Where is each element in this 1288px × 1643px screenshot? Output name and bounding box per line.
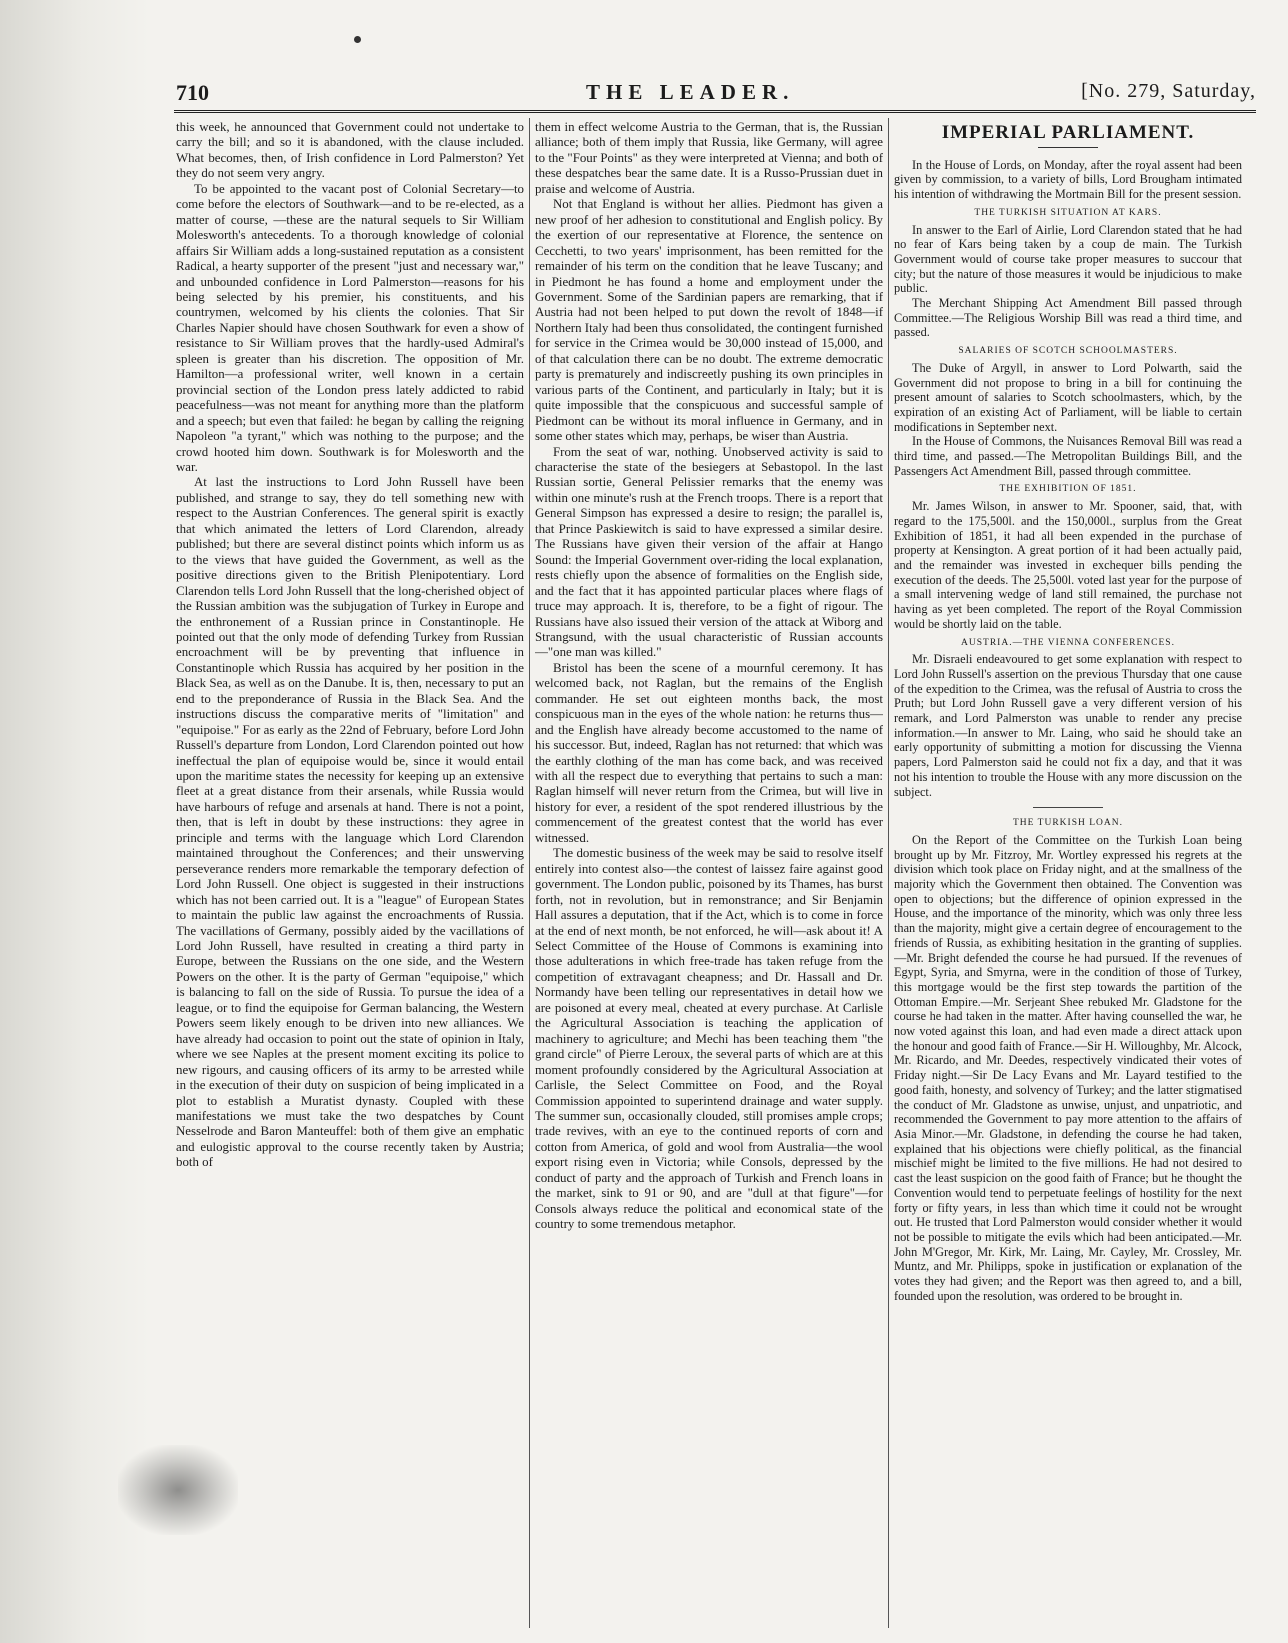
paragraph: At last the instructions to Lord John Russell have been published, and strange to say, they do tell something new with respect to the Austrian Conferences. The general spirit is exactly that which animated the letters of Lord Clarendon, already published; but there are several distinct points which inform us as to the views that have guided the Government, as well as the positive directions given to the British Plenipotentiary. Lord Clarendon tells Lord John Russell that the long-cherished object of the Russian ambition was the subjugation of Turkey in Europe and the enthronement of a Russian prince in Constantinople. He pointed out that the only mode of defending Turkey from Russian encroachment will be by preventing that influence in Constantinople which Russia has acquired by her position in the Black Sea, as well as on the Danube. It is, then, necessary to put an end to the preponderance of Russia in the Black Sea. And the instructions discuss the comparative merits of "limitation" and "equipoise." For as early as the 22nd of February, before Lord John Russell's departure from London, Lord Clarendon pointed out how ineffectual the plan of equipoise would be, since it would entail upon the maritime states the necessity for keeping up an extensive fleet at a great distance from their arsenals, while Russia would have harbours of refuge and arsenals at hand. There is not a point, then, that is left in doubt by these instructions: they agree in principle and terms with the language which Lord Clarendon maintained throughout the Conferences; and their unswerving perseverance renders more remarkable the temporary defection of Lord John Russell. One object is suggested in their instructions which has not been carried out. It is a "league" of European States to maintain the public law against the encroachments of Russia. The vacillations of Germany, possibly aided by the vacillations of Lord John Russell, have resulted in creating a third party in Europe, between the Russians on the one side, and the Western Powers on the other. It is the party of German "equipoise," which is balancing to fall on the side of Russia. To pursue the idea of a league, or to find the equipoise for German balancing, the Western Powers seem likely enough to be driven into new alliances. We have already had occasion to point out the state of opinion in Italy, where we see Naples at the present moment exciting its police to new rigours, and causing officers of its army to be arrested while in the execution of their duty on suspicion of being implicated in a plot to establish a Muratist dynasty. Coupled with these manifestations we must take the two despatches by Count Nesselrode and Baron Manteuffel: both of them give an emphatic and eulogistic approval to the course recently taken by Austria; both of	[176, 475, 524, 1170]
subheading: THE TURKISH SITUATION AT KARS.	[974, 207, 1162, 218]
paragraph: To be appointed to the vacant post of Colonial Secretary—to come before the electors of Southwark—and to be re-elected, as a matter of course, —these are the natural sequels to Sir William Molesworth's antecedents. To a thorough knowledge of colonial affairs Sir William adds a long-sustained reputation as a consistent Radical, a hearty supporter of the present "just and necessary war," and unbounded confidence in Lord Palmerston—reasons for his being selected by his premier, his constituents, and his countrymen, welcomed by his clients the colonies. That Sir Charles Napier should have chosen Southwark for even a show of resistance to Sir William proves that the hardly-used Admiral's spleen is greater than his discretion. The opposition of Mr. Hamilton—a professional writer, well known in a certain provincial section of the London press lately addicted to rabid peacefulness—was not meant for anything more than the platform and a speech; but even that failed: he began by calling the reigning Napoleon "a tyrant," which was nothing to the purpose; and the crowd hooted him down. Southwark is for Molesworth and the war.	[176, 181, 524, 474]
paragraph: Mr. Disraeli endeavoured to get some explanation with respect to Lord John Russell's assertion on the previous Thursday that one cause of the expedition to the Crimea, was the refusal of Austria to cross the Pruth; but Lord John Russell gave a very different version of his remark, and Lord Palmerston was unable to render any precise information.—In answer to Mr. Laing, who said he should take an early opportunity of submitting a motion for discussing the Vienna papers, Lord Palmerston said he could not fix a day, and that it was not his intention to trouble the House with any more discussion on the subject.	[894, 652, 1242, 799]
column-divider	[529, 118, 530, 1628]
subheading: AUSTRIA.—THE VIENNA CONFERENCES.	[961, 637, 1175, 648]
subheading: THE EXHIBITION OF 1851.	[999, 484, 1137, 495]
section-divider	[1033, 807, 1103, 808]
paragraph: In the House of Lords, on Monday, after the royal assent had been given by commission, to a variety of bills, Lord Brougham intimated his intention of withdrawing the Mortmain Bill for the present session.	[894, 157, 1242, 202]
column-3	[894, 120, 1242, 1625]
page-header	[176, 80, 1256, 104]
header-rule	[174, 110, 1256, 113]
column-2	[535, 120, 883, 1625]
masthead-title: THE LEADER.	[586, 80, 795, 104]
section-title: IMPERIAL PARLIAMENT.	[941, 122, 1195, 143]
page-number: 710	[176, 80, 209, 105]
paragraph: On the Report of the Committee on the Turkish Loan being brought up by Mr. Fitzroy, Mr. Wortley expressed his regrets at the division which took place on Friday night, and at the smallness of the majority which the Government then obtained. The Convention was open to objections; but the difference of opinion expressed in the House, and the importance of the minority, which was only three less than the majority, might give a certain degree of encouragement to the friends of Russia, as exhibiting hesitation in the granting of supplies.—Mr. Bright defended the course he had pursued. If the revenues of Egypt, Syria, and Smyrna, were in the condition of those of Turkey, this mortgage would be the first step towards the partition of the Ottoman Empire.—Mr. Serjeant Shee rebuked Mr. Gladstone for the course he had taken in the matter. After having counselled the war, he now voted against this loan, and had even made a direct attack upon the honour and good faith of France.—Sir H. Willoughby, Mr. Alcock, Mr. Ricardo, and Mr. Deedes, respectively vindicated their votes of Friday night.—Sir De Lacy Evans and Mr. Layard testified to the good faith, honesty, and solvency of Turkey; and the latter stigmatised the conduct of Mr. Gladstone as unwise, unjust, and unpatriotic, and recommended the Government to pay more attention to the affairs of Asia Minor.—Mr. Gladstone, in defending the course he had taken, explained that his objections were chiefly political, as the financial mischief might be limited to the five millions. He had not desired to cast the least suspicion on the good faith of France; but he thought the Convention would tend to perpetuate feelings of hostility for the next forty or fifty years, in less than which time it could not be wrought out. He trusted that Lord Palmerston would consider whether it would not be possible to mitigate the evils which had been anticipated.—Mr. John M'Gregor, Mr. Kirk, Mr. Laing, Mr. Cayley, Mr. Crossley, Mr. Muntz, and Mr. Philipps, spoke in justification or explanation of the votes they had given; and the Report was then agreed to, and a bill, founded upon the resolution, was ordered to be brought in.	[894, 832, 1242, 1303]
ink-dot	[354, 36, 361, 43]
paragraph: The Duke of Argyll, in answer to Lord Polwarth, said the Government did not propose to bring in a bill for continuing the present amount of salaries to Scotch schoolmasters, which, by the expiration of an existing Act of Parliament, will be liable to certain modifications in September next.	[894, 360, 1242, 434]
paragraph: In the House of Commons, the Nuisances Removal Bill was read a third time, and passed.—The Metropolitan Buildings Bill, and the Passengers Act Amendment Bill, passed through committee.	[894, 434, 1242, 478]
section-rule	[1038, 147, 1098, 148]
paragraph: In answer to the Earl of Airlie, Lord Clarendon stated that he had no fear of Kars being taken by a coup de main. The Turkish Government would of course take proper measures to succour that city; but the nature of those measures it would be injudicious to make public.	[894, 222, 1242, 296]
paragraph: From the seat of war, nothing. Unobserved activity is said to characterise the state of the besiegers at Sebastopol. In the last Russian sortie, General Pelissier remarks that the enemy was within one minute's rush at the French troops. There is a report that General Simpson has expressed a desire to resign; the parallel is, that Prince Paskiewitch is said to have expressed a similar desire. The Russians have given their version of the affair at Hango Sound: the Imperial Government over-riding the local explanation, rests chiefly upon the absence of formalities on the English side, and the fact that it has appointed particular places where flags of truce may approach. It is, therefore, to be a fight of rigour. The Russians have also issued their version of the attack at Wiborg and Strangsund, with the usual characteristic of Russian accounts—"one man was killed."	[535, 444, 883, 660]
paragraph: Bristol has been the scene of a mournful ceremony. It has welcomed back, not Raglan, but the remains of the English commander. He set out eighteen months back, the most conspicuous man in the eyes of the whole nation: he returns thus—and the English have already become accustomed to the name of his successor. But, indeed, Raglan has not returned: that which was the earthly clothing of the man has come back, and was received with all the respect due to everything that pertains to such a man: Raglan himself will never return from the Crimea, but will live in history for ever, a resident of the spot rendered illustrious by the commencement of the greatest contest that the world has ever witnessed.	[535, 660, 883, 845]
paragraph: The Merchant Shipping Act Amendment Bill passed through Committee.—The Religious Worship Bill was read a third time, and passed.	[894, 296, 1242, 340]
paragraph: Not that England is without her allies. Piedmont has given a new proof of her adhesion to constitutional and English policy. By the exertion of our representative at Florence, the sentence on Cecchetti, to two years' imprisonment, has been remitted for the remainder of his term on the condition that he leave Tuscany; and in Piedmont he has found a home and employment under the Government. Some of the Sardinian papers are remarking, that if Austria had not been helped to put down the revolt of 1848—if Northern Italy had been thus consolidated, the contingent furnished for service in the Crimea would be 30,000 instead of 15,000, and of that calculation there can be no doubt. The extreme democratic party is prematurely and indiscreetly pushing its own principles in various parts of the Continent, and particularly in Italy; but it is quite impossible that the conspicuous and successful sample of Piedmont can be without its moral influence in Germany, and in some other states which may, perhaps, be wiser than Austria.	[535, 197, 883, 444]
paragraph: Mr. James Wilson, in answer to Mr. Spooner, said, that, with regard to the 175,500l. and the 150,000l., surplus from the Great Exhibition of 1851, it had all been expended in the purchase of property at Kensington. A great portion of it had been actually paid, and the remainder was invested in exchequer bills pending the execution of the deeds. The 25,500l. voted last year for the purpose of a small intervening wedge of land still remained, the purchase not having as yet been completed. The report of the Royal Commission would be shortly laid on the table.	[894, 499, 1242, 631]
issue-label: [No. 279, Saturday,	[1081, 80, 1256, 102]
page-edge-discoloration	[0, 0, 150, 1643]
subheading: SALARIES OF SCOTCH SCHOOLMASTERS.	[958, 346, 1178, 357]
subheading: THE TURKISH LOAN.	[1013, 818, 1123, 829]
column-1	[176, 120, 524, 1625]
paragraph: them in effect welcome Austria to the German, that is, the Russian alliance; both of them imply that Russia, like Germany, will agree to the "Four Points" as they were interpreted at Vienna; and both of these despatches bear the same date. It is a Russo-Prussian duet in praise and welcome of Austria.	[535, 120, 883, 196]
column-divider	[888, 118, 889, 1628]
paragraph: The domestic business of the week may be said to resolve itself entirely into contest also—the contest of laissez faire against good government. The London public, poisoned by its Thames, has burst forth, not in revolution, but in remonstrance; and Sir Benjamin Hall assures a deputation, that if the Act, which is to come in force at the end of next month, be not enforced, he will—ask about it! A Select Committee of the House of Commons is examining into those adulterations in which free-trade has taken refuge from the competition of extravagant cheapness; and Dr. Hassall and Dr. Normandy have been telling our representatives in detail how we are poisoned at every meal, cheated at every purchase. At Carlisle the Agricultural Association is teaching the application of machinery to agriculture; and Mechi has been teaching them "the grand circle" of Pierre Leroux, the several parts of which are at this moment profoundly considered by the Agricultural Association at Carlisle, the Select Committee on Food, and the Royal Commission appointed to superintend drainage and water supply. The summer sun, occasionally clouded, still promises ample crops; trade revives, with an eye to the continued reports of corn and cotton from America, of gold and wool from Australia—the wool export rising even in Victoria; while Consols, depressed by the conduct of party and the approach of Turkish and French loans in the market, sink to 91 or 90, and are "dull at that figure"—for Consols always reduce the political and economical state of the country to some tremendous metaphor.	[535, 846, 883, 1232]
paragraph: this week, he announced that Government could not undertake to carry the bill; and so it is abandoned, with the clause included. What becomes, then, of Irish confidence in Lord Palmerston? Yet they do not seem very angry.	[176, 120, 524, 181]
